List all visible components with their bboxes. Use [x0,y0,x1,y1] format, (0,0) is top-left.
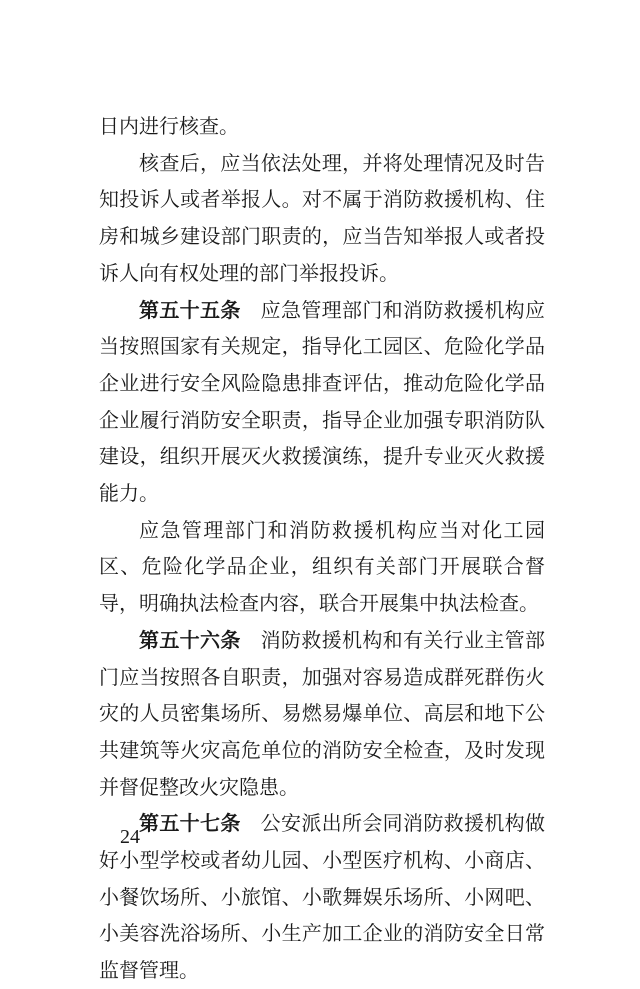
article-57 [99,805,545,989]
article-number: 第五十六条 [139,627,241,652]
paragraph-continuation [99,108,545,145]
page-number: 24 [120,826,140,848]
paragraph-text: 消防救援机构和有关行业主管部门应当按照各自职责，加强对容易造成群死群伤火灾的人员密集场所、易燃易爆单位、高层和地下公共建筑等火灾高危单位的消防安全检查，及时发现并督促整改火灾隐患。 [99,627,546,799]
article-number: 第五十七条 [139,811,241,836]
paragraph-text: 核查后，应当依法处理，并将处理情况及时告知投诉人或者举报人。对不属于消防救援机构、住房和城乡建设部门职责的，应当告知举报人或者投诉人向有权处理的部门举报投诉。 [99,150,545,285]
paragraph-text: 日内进行核查。 [99,114,239,138]
article-number: 第五十五条 [139,297,241,322]
article-56 [99,622,545,806]
paragraph-text: 应急管理部门和消防救援机构应当对化工园区、危险化学品企业，组织有关部门开展联合督导，明确执法检查内容，联合开展集中执法检查。 [99,517,545,616]
article-55 [99,292,545,512]
paragraph-verification [99,145,545,292]
paragraph-text: 公安派出所会同消防救援机构做好小型学校或者幼儿园、小型医疗机构、小商店、小餐饮场所、小旅馆、小歌舞娱乐场所、小网吧、小美容洗浴场所、小生产加工企业的消防安全日常监督管理。 [99,811,546,983]
paragraph-text: 应急管理部门和消防救援机构应当按照国家有关规定，指导化工园区、危险化学品企业进行安全风险隐患排查评估，推动危险化学品企业履行消防安全职责，指导企业加强专职消防队建设，组织开展灭火救援演练，提升专业灭火救援能力。 [99,297,546,506]
document-body [99,108,545,989]
paragraph-joint-inspection [99,512,545,622]
